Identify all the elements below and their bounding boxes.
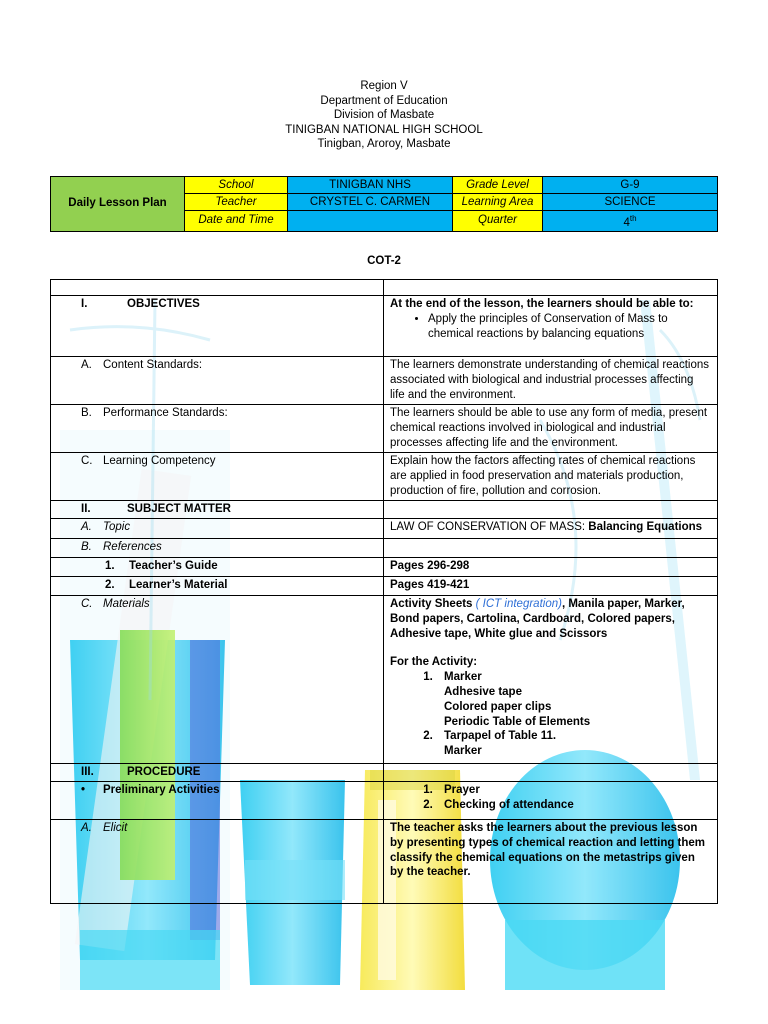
document-header	[0, 79, 768, 152]
objectives-list	[390, 312, 711, 342]
ict-integration-note: ( ICT integration)	[475, 598, 562, 610]
daily-lesson-plan-title: Daily Lesson Plan	[51, 177, 185, 232]
quarter-value	[543, 211, 718, 232]
performance-standards-letter: B.	[81, 407, 92, 419]
teachers-guide-row	[51, 558, 718, 577]
division-line: Division of Masbate	[333, 109, 435, 122]
performance-standards-text: The learners should be able to use any form of media, present chemical reactions involved in biological and industrial processes affecting life and the environment.	[384, 405, 718, 453]
preliminary-bullet: •	[81, 784, 86, 796]
learning-competency-row	[51, 453, 718, 501]
learning-competency-label: Learning Competency	[103, 455, 216, 467]
materials-label: Materials	[103, 598, 150, 610]
content-standards-heading	[51, 357, 384, 405]
preliminary-heading	[51, 782, 384, 820]
school-label: School	[185, 177, 288, 194]
learning-competency-heading	[51, 453, 384, 501]
address-line: Tinigban, Aroroy, Masbate	[317, 138, 451, 151]
quarter-number: 4	[623, 216, 630, 229]
references-row	[51, 539, 718, 558]
activity-item-1-line-3: Periodic Table of Elements	[444, 715, 591, 728]
procedure-num: III.	[81, 766, 94, 778]
objectives-bullet: • Apply the principles of Conservation of Mass to chemical reactions by balancing equations	[428, 312, 711, 342]
content-standards-label: Content Standards:	[103, 359, 203, 371]
procedure-label: PROCEDURE	[127, 766, 201, 778]
teachers-guide-label: Teacher’s Guide	[129, 560, 218, 572]
activity-item-2	[436, 729, 711, 759]
learners-material-label: Learner’s Material	[129, 579, 228, 591]
learning-competency-text: Explain how the factors affecting rates of chemical reactions are applied in food preservation and materials production, production of fire, pollution and corrosion.	[384, 453, 718, 501]
topic-row	[51, 519, 718, 539]
objectives-content	[384, 296, 718, 357]
grade-level-value: G-9	[543, 177, 718, 194]
topic-title: LAW OF CONSERVATION OF MASS:	[390, 521, 586, 533]
preliminary-label: Preliminary Activities	[103, 784, 220, 796]
department-line: Department of Education	[320, 94, 448, 107]
materials-post: , Manila paper, Marker, Bond papers, Cartolina, Cardboard, Colored papers, Adhesive tape, White glue and Scissors	[390, 598, 685, 640]
performance-standards-heading	[51, 405, 384, 453]
activity-item-1-line-1: Adhesive tape	[444, 685, 522, 698]
school-name-line: TINIGBAN NATIONAL HIGH SCHOOL	[285, 123, 483, 136]
performance-standards-label: Performance Standards:	[103, 407, 228, 419]
learners-material-pages: Pages 419-421	[384, 577, 718, 596]
elicit-row	[51, 820, 718, 904]
materials-list	[390, 597, 711, 641]
elicit-label: Elicit	[103, 822, 128, 834]
activity-item-2-text: 2. Tarpapel of Table 11.	[444, 730, 557, 743]
elicit-text: The teacher asks the learners about the previous lesson by presenting types of chemical reaction and letting them classify the chemical equations on the metastrips given by the teacher.	[384, 820, 718, 904]
elicit-letter: A.	[81, 822, 92, 834]
references-heading	[51, 539, 384, 558]
procedure-row	[51, 764, 718, 782]
topic-heading	[51, 519, 384, 539]
teacher-value: CRYSTEL C. CARMEN	[288, 194, 453, 211]
preliminary-item-1: 1. Prayer	[436, 783, 711, 798]
subject-matter-empty	[384, 501, 718, 519]
cot-title: COT-2	[367, 255, 401, 267]
learning-area-label: Learning Area	[453, 194, 543, 211]
learners-material-num: 2.	[105, 579, 115, 591]
references-letter: B.	[81, 541, 92, 553]
activity-list	[390, 670, 711, 759]
materials-content	[384, 596, 718, 764]
content-standards-text: The learners demonstrate understanding of chemical reactions associated with biological and industrial processes affecting life and the environment.	[384, 357, 718, 405]
references-label: References	[103, 541, 162, 553]
objectives-num: I.	[81, 298, 88, 310]
grade-level-label: Grade Level	[453, 177, 543, 194]
elicit-heading	[51, 820, 384, 904]
activity-item-2-line-1: Marker	[444, 745, 482, 758]
region-line: Region V	[360, 80, 408, 92]
learners-material-row	[51, 577, 718, 596]
quarter-suffix: th	[629, 214, 637, 223]
preliminary-content	[384, 782, 718, 820]
activity-heading: For the Activity:	[390, 656, 478, 669]
topic-subtitle: Balancing Equations	[585, 521, 703, 533]
teachers-guide-pages: Pages 296-298	[384, 558, 718, 577]
quarter-label: Quarter	[453, 211, 543, 232]
materials-letter: C.	[81, 598, 93, 610]
activity-item-1	[436, 670, 711, 729]
info-row-school	[51, 177, 718, 194]
learning-competency-letter: C.	[81, 455, 93, 467]
subject-matter-num: II.	[81, 503, 91, 515]
preliminary-item-2: 2. Checking of attendance	[436, 798, 711, 813]
teachers-guide-num: 1.	[105, 560, 115, 572]
date-time-label: Date and Time	[185, 211, 288, 232]
topic-text	[384, 519, 718, 539]
subject-matter-heading	[51, 501, 384, 519]
performance-standards-row	[51, 405, 718, 453]
subject-matter-label: SUBJECT MATTER	[127, 503, 231, 515]
empty-cell-left	[51, 280, 384, 296]
teachers-guide-heading	[51, 558, 384, 577]
activity-item-1-line-2: Colored paper clips	[444, 700, 552, 713]
procedure-heading	[51, 764, 384, 782]
objectives-row	[51, 296, 718, 357]
materials-row	[51, 596, 718, 764]
preliminary-row	[51, 782, 718, 820]
topic-letter: A.	[81, 521, 92, 533]
plan-empty-row	[51, 280, 718, 296]
date-time-value	[288, 211, 453, 232]
learning-area-value: SCIENCE	[543, 194, 718, 211]
school-value: TINIGBAN NHS	[288, 177, 453, 194]
content-standards-letter: A.	[81, 359, 92, 371]
objectives-label: OBJECTIVES	[127, 298, 200, 310]
procedure-empty	[384, 764, 718, 782]
learners-material-heading	[51, 577, 384, 596]
content-standards-row	[51, 357, 718, 405]
preliminary-list	[390, 783, 711, 813]
teacher-label: Teacher	[185, 194, 288, 211]
subject-matter-row	[51, 501, 718, 519]
activity-item-1-text: 1. Marker	[444, 671, 482, 684]
references-empty	[384, 539, 718, 558]
objectives-heading	[51, 296, 384, 357]
materials-pre: Activity Sheets	[390, 598, 476, 610]
materials-heading	[51, 596, 384, 764]
topic-label: Topic	[103, 521, 131, 533]
objectives-intro: At the end of the lesson, the learners should be able to:	[390, 298, 694, 310]
lesson-plan-table	[50, 279, 718, 904]
empty-cell-right	[384, 280, 718, 296]
lesson-info-table	[50, 176, 718, 232]
